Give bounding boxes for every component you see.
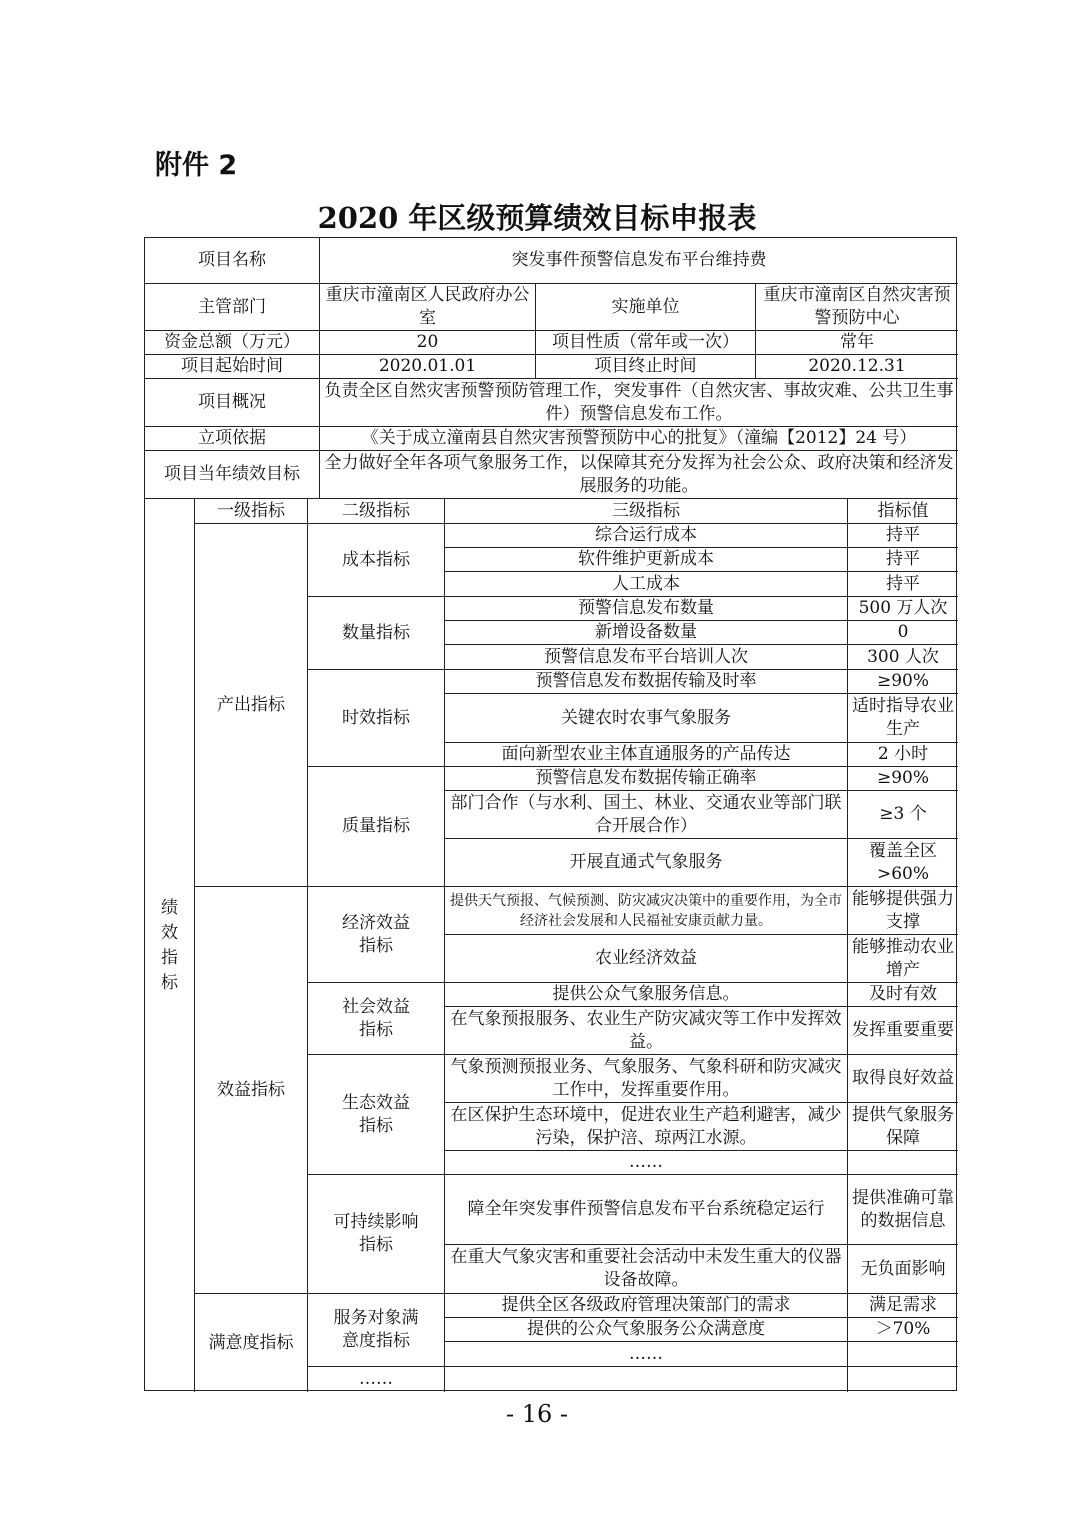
basis-value: 《关于成立潼南县自然灾害预警预防中心的批复》（潼编【2012】24 号） xyxy=(320,427,958,451)
start-label: 项目起始时间 xyxy=(145,355,320,379)
level3-cell: 综合运行成本 xyxy=(445,524,848,548)
indicator-value-cell: 满足需求 xyxy=(848,1294,958,1318)
level3-cell: 人工成本 xyxy=(445,572,848,597)
indicator-value-cell: 取得良好效益 xyxy=(848,1055,958,1103)
level3-cell: 新增设备数量 xyxy=(445,621,848,645)
level3-cell: 提供公众气象服务信息。 xyxy=(445,983,848,1007)
level3-cell: 部门合作（与水利、国土、林业、交通农业等部门联合开展合作） xyxy=(445,791,848,839)
level3-cell: 预警信息发布数据传输正确率 xyxy=(445,767,848,791)
level3-cell: 关键农时农事气象服务 xyxy=(445,694,848,743)
impl-label: 实施单位 xyxy=(536,284,756,331)
dept-label: 主管部门 xyxy=(145,284,320,331)
level1-output: 产出指标 xyxy=(195,524,308,887)
header-level2: 二级指标 xyxy=(308,499,445,524)
indicator-value-cell: 2 小时 xyxy=(848,743,958,767)
level3-cell: …… xyxy=(445,1151,848,1175)
funds-value: 20 xyxy=(320,331,536,355)
project-name-value: 突发事件预警信息发布平台维持费 xyxy=(320,238,958,284)
performance-indicators-label: 绩效指标 xyxy=(145,499,195,1392)
level2-cost: 成本指标 xyxy=(308,524,445,597)
budget-form-table xyxy=(144,237,957,1391)
level3-cell: 在区保护生态环境中，促进农业生产趋利避害，减少污染，保护涪、琼两江水源。 xyxy=(445,1103,848,1151)
level3-cell: 气象预测预报业务、气象服务、气象科研和防灾减灾工作中，发挥重要作用。 xyxy=(445,1055,848,1103)
indicator-value-cell: 500 万人次 xyxy=(848,597,958,621)
level2-sustainable: 可持续影响指标 xyxy=(308,1175,445,1294)
end-label: 项目终止时间 xyxy=(536,355,756,379)
level2-service-satisfaction: 服务对象满意度指标 xyxy=(308,1294,445,1367)
level3-cell: …… xyxy=(445,1342,848,1367)
nature-value: 常年 xyxy=(756,331,958,355)
indicator-value-cell: 0 xyxy=(848,621,958,645)
indicator-value-cell: 持平 xyxy=(848,548,958,572)
level2-economic: 经济效益指标 xyxy=(308,887,445,983)
level1-satisfaction: 满意度指标 xyxy=(195,1294,308,1392)
header-level1: 一级指标 xyxy=(195,499,308,524)
level3-cell: 在气象预报服务、农业生产防灾减灾等工作中发挥效益。 xyxy=(445,1007,848,1055)
indicator-value-cell: ≥90% xyxy=(848,767,958,791)
level3-cell: 预警信息发布平台培训人次 xyxy=(445,645,848,670)
indicator-value-cell: 提供准确可靠的数据信息 xyxy=(848,1175,958,1245)
nature-label: 项目性质（常年或一次） xyxy=(536,331,756,355)
goal-label: 项目当年绩效目标 xyxy=(145,451,320,499)
level3-cell xyxy=(445,1367,848,1392)
level2-social: 社会效益指标 xyxy=(308,983,445,1055)
level3-cell: 开展直通式气象服务 xyxy=(445,839,848,887)
indicator-value-cell: 发挥重要重要 xyxy=(848,1007,958,1055)
goal-value: 全力做好全年各项气象服务工作，以保障其充分发挥为社会公众、政府决策和经济发展服务的功能。 xyxy=(320,451,958,499)
basis-label: 立项依据 xyxy=(145,427,320,451)
level3-cell: 提供天气预报、气候预测、防灾减灾决策中的重要作用，为全市经济社会发展和人民福祉安康贡献力量。 xyxy=(445,887,848,935)
project-name-label: 项目名称 xyxy=(145,238,320,284)
level2-ecological: 生态效益指标 xyxy=(308,1055,445,1175)
indicator-value-cell xyxy=(848,1342,958,1367)
level2-timeliness: 时效指标 xyxy=(308,670,445,767)
indicator-value-cell: 能够推动农业增产 xyxy=(848,935,958,983)
start-value: 2020.01.01 xyxy=(320,355,536,379)
level3-cell: 预警信息发布数据传输及时率 xyxy=(445,670,848,694)
header-value: 指标值 xyxy=(848,499,958,524)
impl-value: 重庆市潼南区自然灾害预警预防中心 xyxy=(756,284,958,331)
indicator-value-cell: 提供气象服务保障 xyxy=(848,1103,958,1151)
level3-cell: 提供的公众气象服务公众满意度 xyxy=(445,1318,848,1342)
level3-cell: 软件维护更新成本 xyxy=(445,548,848,572)
overview-value: 负责全区自然灾害预警预防管理工作，突发事件（自然灾害、事故灾难、公共卫生事件）预警信息发布工作。 xyxy=(320,379,958,427)
level3-cell: 预警信息发布数量 xyxy=(445,597,848,621)
indicator-value-cell xyxy=(848,1151,958,1175)
overview-label: 项目概况 xyxy=(145,379,320,427)
indicator-value-cell: ≥90% xyxy=(848,670,958,694)
form-title: 2020 年区级预算绩效目标申报表 xyxy=(317,201,757,235)
indicator-value-cell: 无负面影响 xyxy=(848,1245,958,1294)
level1-benefit: 效益指标 xyxy=(195,887,308,1294)
level3-cell: 面向新型农业主体直通服务的产品传达 xyxy=(445,743,848,767)
indicator-value-cell: 持平 xyxy=(848,524,958,548)
level2-quality: 质量指标 xyxy=(308,767,445,887)
header-level3: 三级指标 xyxy=(445,499,848,524)
level3-cell: 障全年突发事件预警信息发布平台系统稳定运行 xyxy=(445,1175,848,1245)
indicator-value-cell: 能够提供强力支撑 xyxy=(848,887,958,935)
level2-quantity: 数量指标 xyxy=(308,597,445,670)
dept-value: 重庆市潼南区人民政府办公室 xyxy=(320,284,536,331)
level3-cell: 农业经济效益 xyxy=(445,935,848,983)
indicator-value-cell: 及时有效 xyxy=(848,983,958,1007)
end-value: 2020.12.31 xyxy=(756,355,958,379)
level3-cell: 提供全区各级政府管理决策部门的需求 xyxy=(445,1294,848,1318)
level2-ellipsis: …… xyxy=(308,1367,445,1392)
page-number: - 16 - xyxy=(505,1400,568,1428)
indicator-value-cell: 覆盖全区>60% xyxy=(848,839,958,887)
indicator-value-cell: ≥3 个 xyxy=(848,791,958,839)
indicator-value-cell: 适时指导农业生产 xyxy=(848,694,958,743)
indicator-value-cell: 持平 xyxy=(848,572,958,597)
level3-cell: 在重大气象灾害和重要社会活动中未发生重大的仪器设备故障。 xyxy=(445,1245,848,1294)
indicator-value-cell: ＞70% xyxy=(848,1318,958,1342)
funds-label: 资金总额（万元） xyxy=(145,331,320,355)
attachment-label: 附件 2 xyxy=(155,150,238,181)
indicator-value-cell xyxy=(848,1367,958,1392)
indicator-value-cell: 300 人次 xyxy=(848,645,958,670)
